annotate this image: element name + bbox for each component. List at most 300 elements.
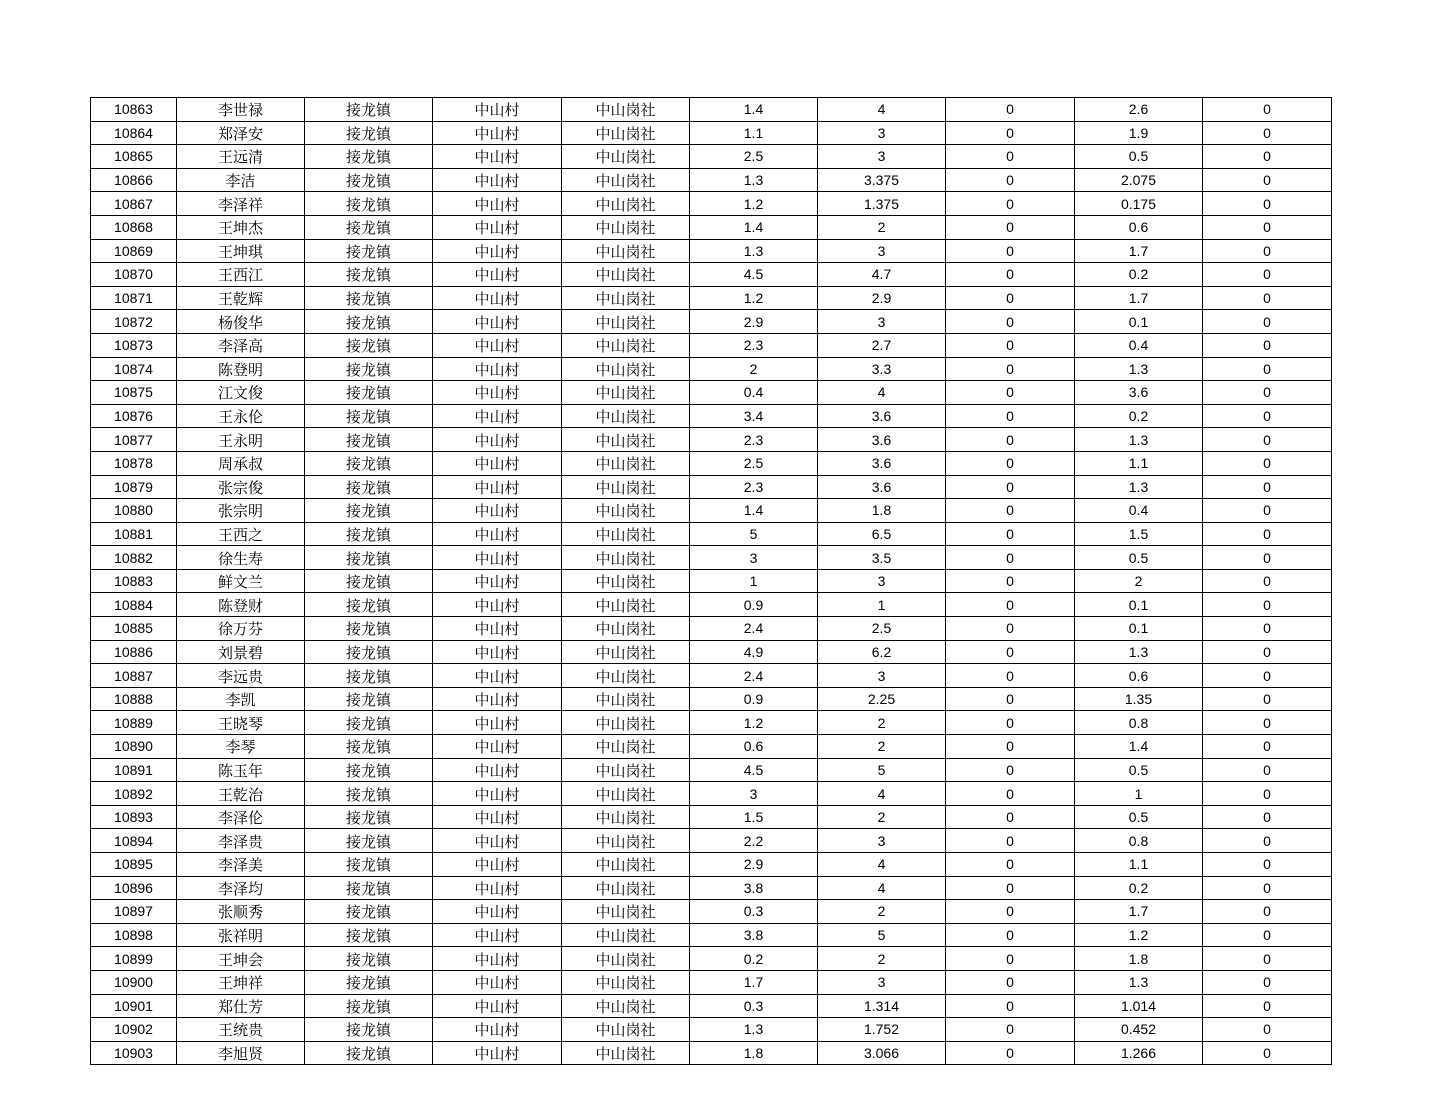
id-cell: 10893	[91, 805, 177, 829]
value-d-cell: 0.5	[1075, 805, 1203, 829]
town-cell: 接龙镇	[305, 381, 433, 405]
value-b-cell: 3.3	[818, 357, 946, 381]
name-cell: 李凯	[177, 687, 305, 711]
value-e-cell: 0	[1203, 263, 1332, 287]
village-cell: 中山村	[433, 168, 562, 192]
value-c-cell: 0	[946, 782, 1075, 806]
table-row	[91, 640, 1332, 664]
value-c-cell: 0	[946, 829, 1075, 853]
id-cell: 10869	[91, 239, 177, 263]
id-cell: 10889	[91, 711, 177, 735]
id-cell: 10897	[91, 900, 177, 924]
value-a-cell: 4.5	[690, 263, 818, 287]
group-cell: 中山岗社	[562, 876, 690, 900]
value-b-cell: 3.6	[818, 475, 946, 499]
value-c-cell: 0	[946, 381, 1075, 405]
village-cell: 中山村	[433, 664, 562, 688]
value-c-cell: 0	[946, 1018, 1075, 1042]
value-a-cell: 1.2	[690, 711, 818, 735]
value-b-cell: 2.7	[818, 333, 946, 357]
table-row	[91, 168, 1332, 192]
group-cell: 中山岗社	[562, 640, 690, 664]
table-row	[91, 215, 1332, 239]
value-c-cell: 0	[946, 239, 1075, 263]
town-cell: 接龙镇	[305, 970, 433, 994]
village-cell: 中山村	[433, 994, 562, 1018]
village-cell: 中山村	[433, 640, 562, 664]
name-cell: 郑仕芳	[177, 994, 305, 1018]
value-d-cell: 1.9	[1075, 121, 1203, 145]
village-cell: 中山村	[433, 593, 562, 617]
group-cell: 中山岗社	[562, 428, 690, 452]
value-e-cell: 0	[1203, 168, 1332, 192]
value-e-cell: 0	[1203, 428, 1332, 452]
group-cell: 中山岗社	[562, 923, 690, 947]
group-cell: 中山岗社	[562, 1018, 690, 1042]
id-cell: 10901	[91, 994, 177, 1018]
id-cell: 10874	[91, 357, 177, 381]
value-b-cell: 3.6	[818, 428, 946, 452]
id-cell: 10877	[91, 428, 177, 452]
group-cell: 中山岗社	[562, 145, 690, 169]
table-row	[91, 735, 1332, 759]
name-cell: 王晓琴	[177, 711, 305, 735]
value-c-cell: 0	[946, 145, 1075, 169]
group-cell: 中山岗社	[562, 357, 690, 381]
id-cell: 10867	[91, 192, 177, 216]
town-cell: 接龙镇	[305, 451, 433, 475]
value-b-cell: 4	[818, 853, 946, 877]
table-row	[91, 923, 1332, 947]
value-b-cell: 4	[818, 876, 946, 900]
value-c-cell: 0	[946, 711, 1075, 735]
value-c-cell: 0	[946, 923, 1075, 947]
value-e-cell: 0	[1203, 923, 1332, 947]
table-row	[91, 546, 1332, 570]
group-cell: 中山岗社	[562, 333, 690, 357]
value-c-cell: 0	[946, 357, 1075, 381]
village-cell: 中山村	[433, 546, 562, 570]
value-a-cell: 1.4	[690, 215, 818, 239]
value-b-cell: 4	[818, 782, 946, 806]
town-cell: 接龙镇	[305, 805, 433, 829]
value-c-cell: 0	[946, 404, 1075, 428]
village-cell: 中山村	[433, 735, 562, 759]
value-a-cell: 4.5	[690, 758, 818, 782]
value-c-cell: 0	[946, 263, 1075, 287]
table-row	[91, 805, 1332, 829]
village-cell: 中山村	[433, 357, 562, 381]
name-cell: 李泽均	[177, 876, 305, 900]
id-cell: 10902	[91, 1018, 177, 1042]
name-cell: 李泽伦	[177, 805, 305, 829]
town-cell: 接龙镇	[305, 687, 433, 711]
group-cell: 中山岗社	[562, 735, 690, 759]
value-b-cell: 5	[818, 923, 946, 947]
value-e-cell: 0	[1203, 970, 1332, 994]
value-b-cell: 2.9	[818, 286, 946, 310]
value-c-cell: 0	[946, 192, 1075, 216]
value-a-cell: 0.6	[690, 735, 818, 759]
value-b-cell: 3.066	[818, 1041, 946, 1065]
village-cell: 中山村	[433, 900, 562, 924]
name-cell: 李远贵	[177, 664, 305, 688]
town-cell: 接龙镇	[305, 333, 433, 357]
value-a-cell: 1.8	[690, 1041, 818, 1065]
town-cell: 接龙镇	[305, 758, 433, 782]
id-cell: 10870	[91, 263, 177, 287]
value-e-cell: 0	[1203, 735, 1332, 759]
value-c-cell: 0	[946, 687, 1075, 711]
town-cell: 接龙镇	[305, 357, 433, 381]
value-a-cell: 4.9	[690, 640, 818, 664]
village-cell: 中山村	[433, 121, 562, 145]
town-cell: 接龙镇	[305, 617, 433, 641]
value-d-cell: 1	[1075, 782, 1203, 806]
village-cell: 中山村	[433, 145, 562, 169]
table-row	[91, 404, 1332, 428]
name-cell: 李泽美	[177, 853, 305, 877]
town-cell: 接龙镇	[305, 121, 433, 145]
value-d-cell: 0.452	[1075, 1018, 1203, 1042]
value-a-cell: 2.5	[690, 145, 818, 169]
value-d-cell: 1.266	[1075, 1041, 1203, 1065]
town-cell: 接龙镇	[305, 239, 433, 263]
value-d-cell: 1.3	[1075, 357, 1203, 381]
value-b-cell: 2	[818, 805, 946, 829]
value-d-cell: 0.2	[1075, 263, 1203, 287]
value-a-cell: 3.4	[690, 404, 818, 428]
value-a-cell: 1.3	[690, 168, 818, 192]
id-cell: 10886	[91, 640, 177, 664]
value-e-cell: 0	[1203, 900, 1332, 924]
value-e-cell: 0	[1203, 687, 1332, 711]
village-cell: 中山村	[433, 1041, 562, 1065]
name-cell: 刘景碧	[177, 640, 305, 664]
group-cell: 中山岗社	[562, 451, 690, 475]
village-cell: 中山村	[433, 853, 562, 877]
group-cell: 中山岗社	[562, 381, 690, 405]
name-cell: 张顺秀	[177, 900, 305, 924]
value-e-cell: 0	[1203, 215, 1332, 239]
value-d-cell: 1.5	[1075, 522, 1203, 546]
value-e-cell: 0	[1203, 782, 1332, 806]
value-b-cell: 2.5	[818, 617, 946, 641]
value-b-cell: 1	[818, 593, 946, 617]
value-b-cell: 1.8	[818, 499, 946, 523]
value-c-cell: 0	[946, 522, 1075, 546]
name-cell: 鲜文兰	[177, 569, 305, 593]
value-c-cell: 0	[946, 286, 1075, 310]
value-b-cell: 1.314	[818, 994, 946, 1018]
id-cell: 10864	[91, 121, 177, 145]
village-cell: 中山村	[433, 829, 562, 853]
town-cell: 接龙镇	[305, 593, 433, 617]
town-cell: 接龙镇	[305, 428, 433, 452]
group-cell: 中山岗社	[562, 310, 690, 334]
value-d-cell: 1.4	[1075, 735, 1203, 759]
village-cell: 中山村	[433, 263, 562, 287]
id-cell: 10894	[91, 829, 177, 853]
id-cell: 10890	[91, 735, 177, 759]
value-e-cell: 0	[1203, 451, 1332, 475]
village-cell: 中山村	[433, 192, 562, 216]
town-cell: 接龙镇	[305, 546, 433, 570]
value-a-cell: 2.3	[690, 333, 818, 357]
name-cell: 王统贵	[177, 1018, 305, 1042]
value-c-cell: 0	[946, 735, 1075, 759]
value-b-cell: 3	[818, 239, 946, 263]
group-cell: 中山岗社	[562, 853, 690, 877]
village-cell: 中山村	[433, 215, 562, 239]
group-cell: 中山岗社	[562, 121, 690, 145]
value-a-cell: 0.9	[690, 593, 818, 617]
value-d-cell: 0.8	[1075, 829, 1203, 853]
group-cell: 中山岗社	[562, 711, 690, 735]
village-cell: 中山村	[433, 428, 562, 452]
value-d-cell: 1.3	[1075, 640, 1203, 664]
town-cell: 接龙镇	[305, 263, 433, 287]
village-cell: 中山村	[433, 876, 562, 900]
group-cell: 中山岗社	[562, 970, 690, 994]
value-e-cell: 0	[1203, 664, 1332, 688]
value-c-cell: 0	[946, 1041, 1075, 1065]
value-e-cell: 0	[1203, 593, 1332, 617]
village-cell: 中山村	[433, 499, 562, 523]
table-row	[91, 1041, 1332, 1065]
value-d-cell: 1.3	[1075, 475, 1203, 499]
value-b-cell: 3	[818, 121, 946, 145]
village-cell: 中山村	[433, 782, 562, 806]
value-c-cell: 0	[946, 333, 1075, 357]
value-d-cell: 0.8	[1075, 711, 1203, 735]
value-c-cell: 0	[946, 451, 1075, 475]
value-e-cell: 0	[1203, 853, 1332, 877]
table-body	[91, 98, 1332, 1065]
group-cell: 中山岗社	[562, 900, 690, 924]
table-row	[91, 970, 1332, 994]
group-cell: 中山岗社	[562, 499, 690, 523]
value-c-cell: 0	[946, 310, 1075, 334]
town-cell: 接龙镇	[305, 1018, 433, 1042]
town-cell: 接龙镇	[305, 711, 433, 735]
value-c-cell: 0	[946, 546, 1075, 570]
table-row	[91, 381, 1332, 405]
group-cell: 中山岗社	[562, 98, 690, 122]
value-e-cell: 0	[1203, 711, 1332, 735]
id-cell: 10868	[91, 215, 177, 239]
village-cell: 中山村	[433, 923, 562, 947]
value-d-cell: 0.1	[1075, 593, 1203, 617]
value-e-cell: 0	[1203, 192, 1332, 216]
value-a-cell: 1.4	[690, 98, 818, 122]
value-d-cell: 0.1	[1075, 310, 1203, 334]
id-cell: 10898	[91, 923, 177, 947]
id-cell: 10899	[91, 947, 177, 971]
value-c-cell: 0	[946, 664, 1075, 688]
village-cell: 中山村	[433, 451, 562, 475]
id-cell: 10896	[91, 876, 177, 900]
value-d-cell: 0.2	[1075, 404, 1203, 428]
village-cell: 中山村	[433, 970, 562, 994]
town-cell: 接龙镇	[305, 168, 433, 192]
value-e-cell: 0	[1203, 145, 1332, 169]
value-d-cell: 1.2	[1075, 923, 1203, 947]
value-e-cell: 0	[1203, 98, 1332, 122]
value-c-cell: 0	[946, 970, 1075, 994]
town-cell: 接龙镇	[305, 853, 433, 877]
value-e-cell: 0	[1203, 758, 1332, 782]
town-cell: 接龙镇	[305, 286, 433, 310]
village-cell: 中山村	[433, 687, 562, 711]
group-cell: 中山岗社	[562, 546, 690, 570]
id-cell: 10882	[91, 546, 177, 570]
name-cell: 王乾治	[177, 782, 305, 806]
id-cell: 10880	[91, 499, 177, 523]
group-cell: 中山岗社	[562, 829, 690, 853]
value-b-cell: 2.25	[818, 687, 946, 711]
value-d-cell: 0.4	[1075, 499, 1203, 523]
value-e-cell: 0	[1203, 640, 1332, 664]
name-cell: 李世禄	[177, 98, 305, 122]
value-e-cell: 0	[1203, 310, 1332, 334]
town-cell: 接龙镇	[305, 829, 433, 853]
value-a-cell: 1.2	[690, 286, 818, 310]
data-table	[90, 97, 1332, 1065]
table-row	[91, 145, 1332, 169]
table-row	[91, 475, 1332, 499]
town-cell: 接龙镇	[305, 664, 433, 688]
village-cell: 中山村	[433, 805, 562, 829]
value-c-cell: 0	[946, 215, 1075, 239]
town-cell: 接龙镇	[305, 192, 433, 216]
village-cell: 中山村	[433, 239, 562, 263]
value-d-cell: 1.8	[1075, 947, 1203, 971]
value-d-cell: 0.6	[1075, 215, 1203, 239]
value-a-cell: 5	[690, 522, 818, 546]
value-a-cell: 2.5	[690, 451, 818, 475]
town-cell: 接龙镇	[305, 522, 433, 546]
value-c-cell: 0	[946, 121, 1075, 145]
value-c-cell: 0	[946, 640, 1075, 664]
table-row	[91, 428, 1332, 452]
group-cell: 中山岗社	[562, 263, 690, 287]
value-d-cell: 2	[1075, 569, 1203, 593]
town-cell: 接龙镇	[305, 735, 433, 759]
id-cell: 10876	[91, 404, 177, 428]
value-e-cell: 0	[1203, 876, 1332, 900]
value-a-cell: 2.4	[690, 664, 818, 688]
name-cell: 王西江	[177, 263, 305, 287]
town-cell: 接龙镇	[305, 640, 433, 664]
value-c-cell: 0	[946, 569, 1075, 593]
value-a-cell: 1.2	[690, 192, 818, 216]
table-row	[91, 192, 1332, 216]
value-a-cell: 0.2	[690, 947, 818, 971]
name-cell: 王西之	[177, 522, 305, 546]
value-a-cell: 1.5	[690, 805, 818, 829]
value-b-cell: 4	[818, 98, 946, 122]
name-cell: 陈玉年	[177, 758, 305, 782]
village-cell: 中山村	[433, 522, 562, 546]
value-d-cell: 1.3	[1075, 428, 1203, 452]
value-c-cell: 0	[946, 900, 1075, 924]
group-cell: 中山岗社	[562, 687, 690, 711]
value-a-cell: 3.8	[690, 876, 818, 900]
value-a-cell: 2	[690, 357, 818, 381]
group-cell: 中山岗社	[562, 475, 690, 499]
name-cell: 王坤祥	[177, 970, 305, 994]
name-cell: 李泽贵	[177, 829, 305, 853]
value-c-cell: 0	[946, 499, 1075, 523]
name-cell: 陈登财	[177, 593, 305, 617]
group-cell: 中山岗社	[562, 947, 690, 971]
id-cell: 10884	[91, 593, 177, 617]
value-a-cell: 1.3	[690, 239, 818, 263]
id-cell: 10892	[91, 782, 177, 806]
value-e-cell: 0	[1203, 569, 1332, 593]
value-b-cell: 4	[818, 381, 946, 405]
value-a-cell: 1	[690, 569, 818, 593]
id-cell: 10903	[91, 1041, 177, 1065]
town-cell: 接龙镇	[305, 215, 433, 239]
value-b-cell: 1.375	[818, 192, 946, 216]
village-cell: 中山村	[433, 569, 562, 593]
id-cell: 10891	[91, 758, 177, 782]
value-b-cell: 3	[818, 664, 946, 688]
value-a-cell: 2.3	[690, 428, 818, 452]
table-row	[91, 522, 1332, 546]
town-cell: 接龙镇	[305, 145, 433, 169]
table-row	[91, 853, 1332, 877]
village-cell: 中山村	[433, 617, 562, 641]
name-cell: 王乾辉	[177, 286, 305, 310]
value-b-cell: 3.375	[818, 168, 946, 192]
id-cell: 10887	[91, 664, 177, 688]
value-a-cell: 1.3	[690, 1018, 818, 1042]
town-cell: 接龙镇	[305, 1041, 433, 1065]
table-row	[91, 994, 1332, 1018]
value-a-cell: 2.4	[690, 617, 818, 641]
value-a-cell: 0.3	[690, 994, 818, 1018]
value-b-cell: 6.5	[818, 522, 946, 546]
value-a-cell: 3	[690, 546, 818, 570]
name-cell: 周承叔	[177, 451, 305, 475]
value-d-cell: 0.4	[1075, 333, 1203, 357]
group-cell: 中山岗社	[562, 192, 690, 216]
value-e-cell: 0	[1203, 499, 1332, 523]
value-c-cell: 0	[946, 876, 1075, 900]
name-cell: 李泽祥	[177, 192, 305, 216]
group-cell: 中山岗社	[562, 664, 690, 688]
group-cell: 中山岗社	[562, 569, 690, 593]
group-cell: 中山岗社	[562, 239, 690, 263]
value-d-cell: 1.1	[1075, 853, 1203, 877]
village-cell: 中山村	[433, 758, 562, 782]
value-a-cell: 2.3	[690, 475, 818, 499]
name-cell: 徐万芬	[177, 617, 305, 641]
table-row	[91, 263, 1332, 287]
name-cell: 王坤会	[177, 947, 305, 971]
value-a-cell: 0.9	[690, 687, 818, 711]
group-cell: 中山岗社	[562, 593, 690, 617]
town-cell: 接龙镇	[305, 947, 433, 971]
value-e-cell: 0	[1203, 404, 1332, 428]
value-d-cell: 0.5	[1075, 758, 1203, 782]
value-b-cell: 3	[818, 829, 946, 853]
village-cell: 中山村	[433, 381, 562, 405]
id-cell: 10888	[91, 687, 177, 711]
